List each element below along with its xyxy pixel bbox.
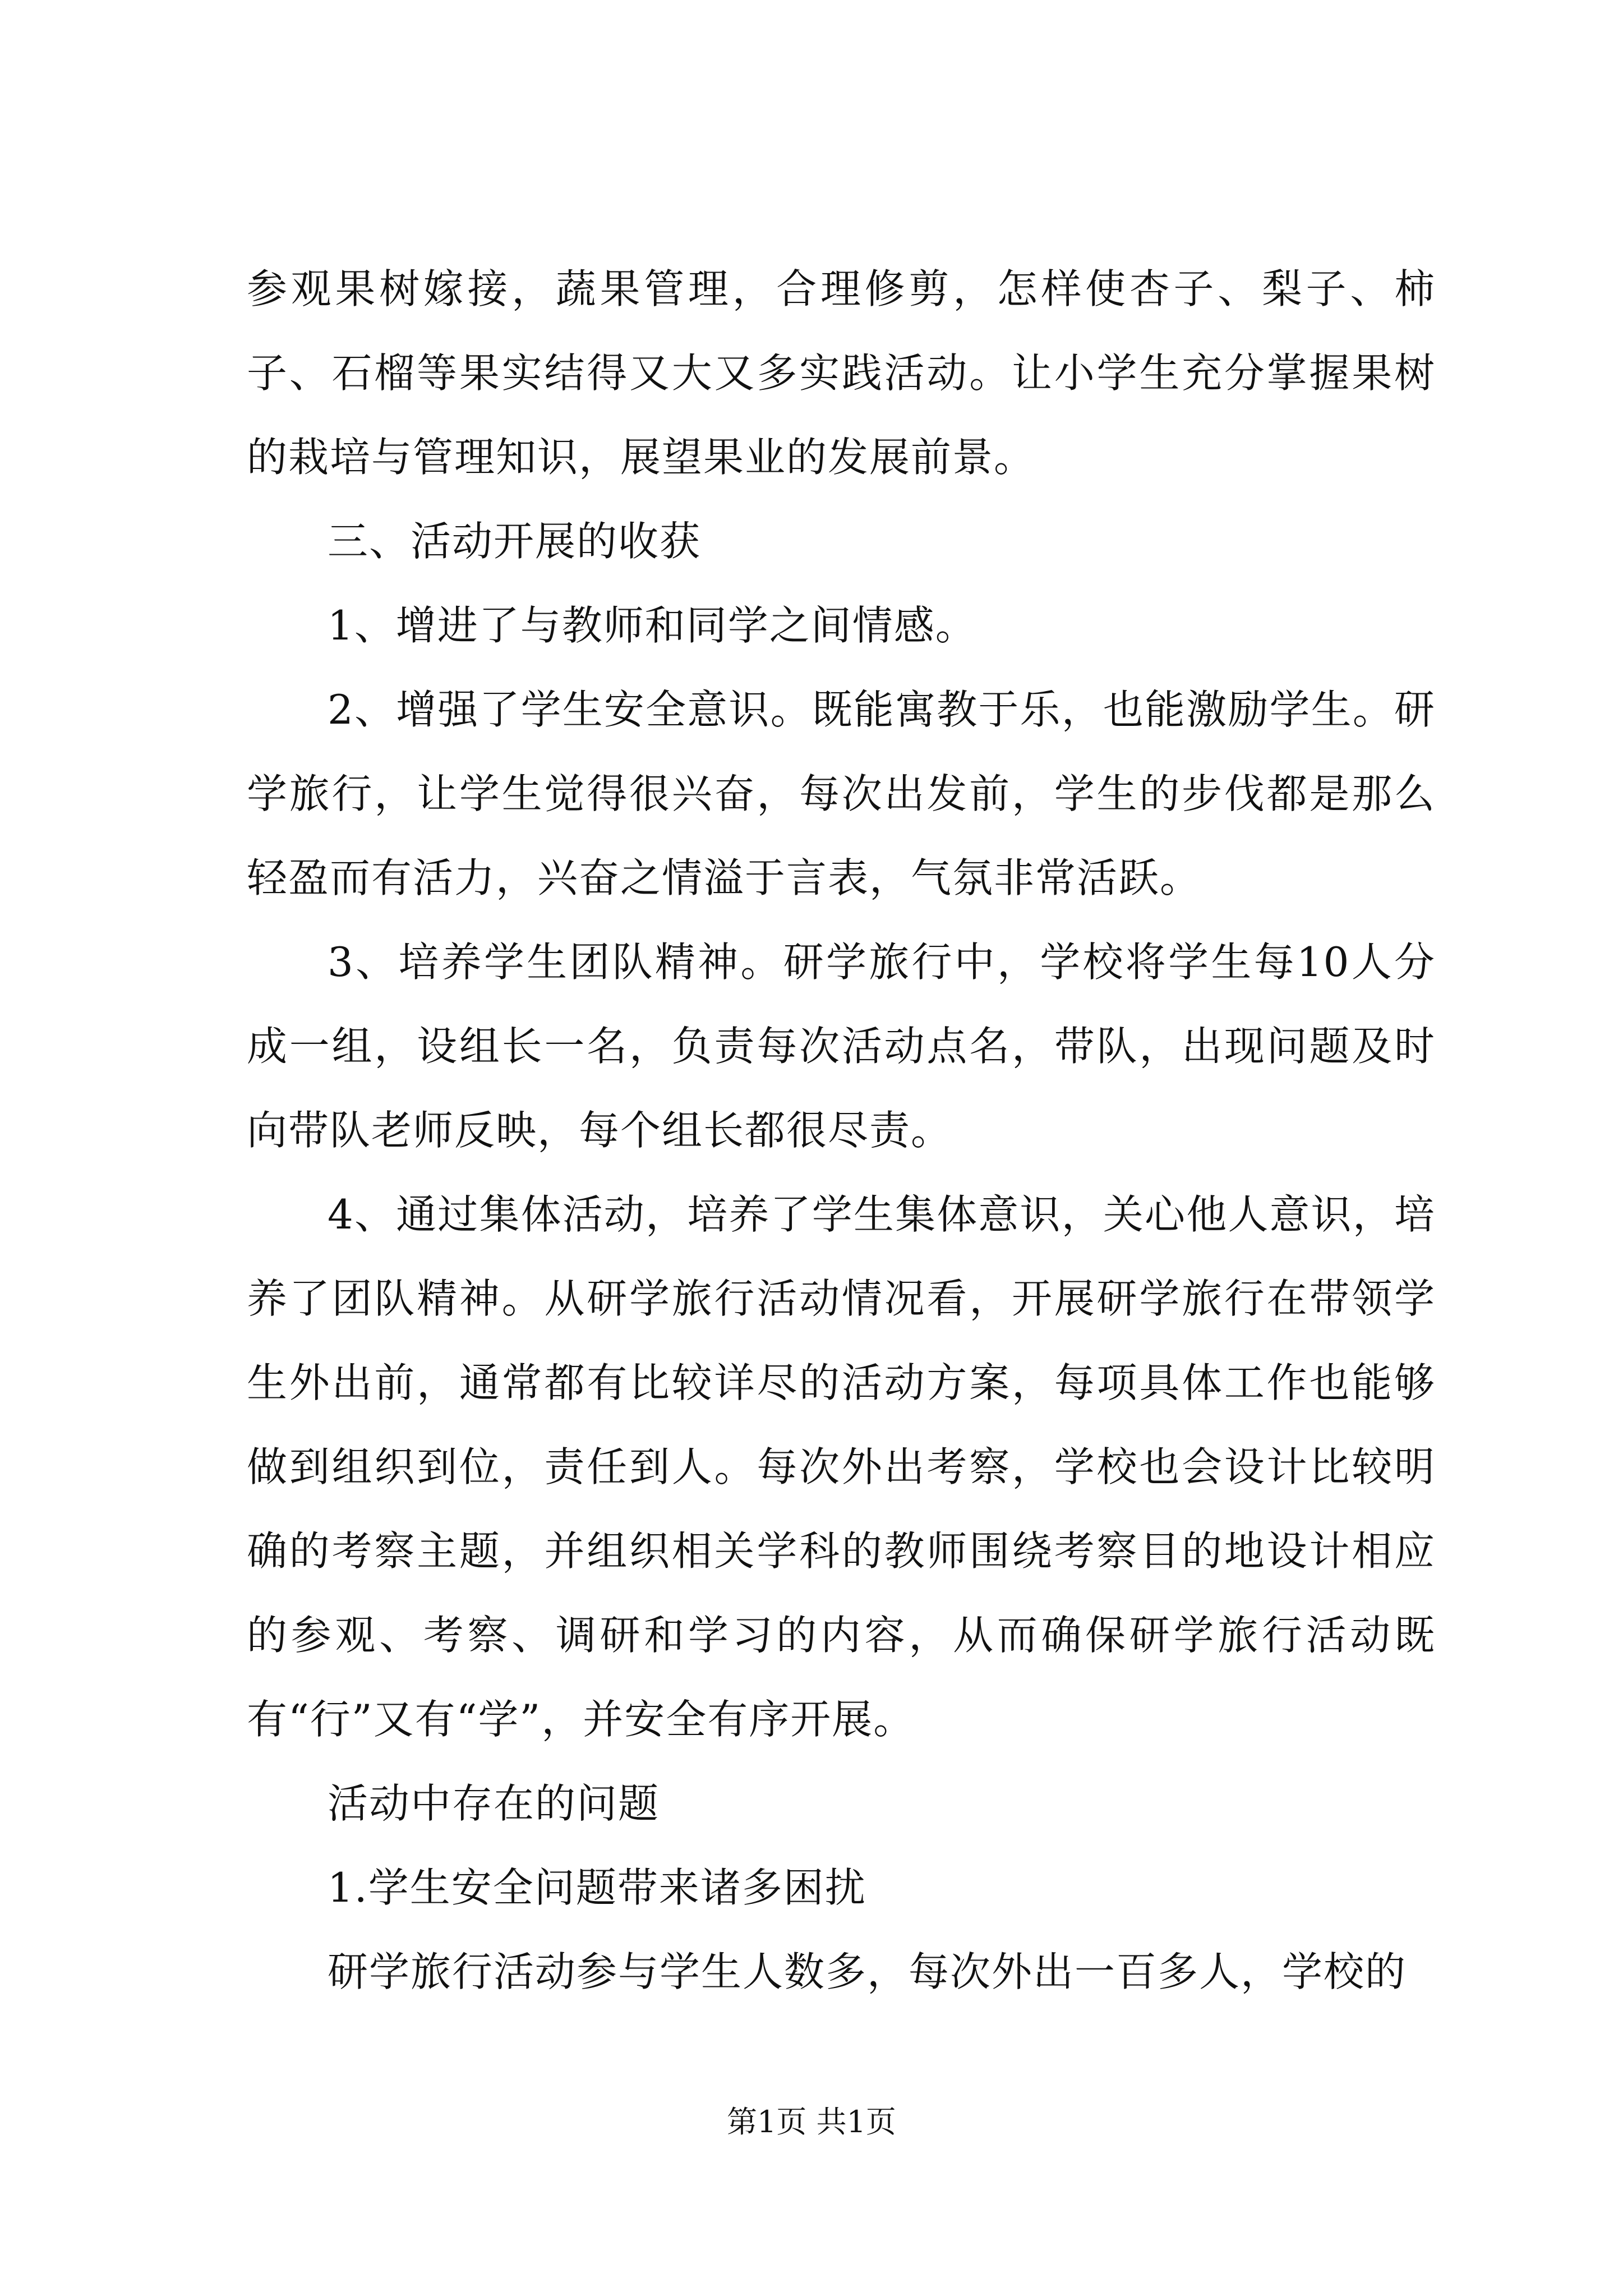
- subheading-safety: 1.学生安全问题带来诸多困扰: [328, 1864, 866, 1911]
- section-heading-harvest: 三、活动开展的收获: [328, 518, 702, 565]
- paragraph-item-2: 2、增强了学生安全意识。既能寓教于乐，也能激励学生。研学旅行，让学生觉得很兴奋，每次出发前，学生的步伐都是那么轻盈而有活力，兴奋之情溢于言表，气氛非常活跃。: [247, 686, 1436, 901]
- paragraph-item-1: 1、增进了与教师和同学之间情感。: [328, 602, 977, 649]
- paragraph-item-3: 3、培养学生团队精神。研学旅行中，学校将学生每10人分成一组，设组长一名，负责每次活动点名，带队，出现问题及时向带队老师反映，每个组长都很尽责。: [247, 938, 1436, 1154]
- paragraph-safety: 研学旅行活动参与学生人数多，每次外出一百多人，学校的: [328, 1948, 1407, 1995]
- document-body: [247, 247, 1436, 2014]
- page-number-label: 第1页 共1页: [727, 2104, 896, 2139]
- section-heading-problems: 活动中存在的问题: [328, 1780, 660, 1827]
- paragraph-item-4: 4、通过集体活动，培养了学生集体意识，关心他人意识，培养了团队精神。从研学旅行活动情况看，开展研学旅行在带领学生外出前，通常都有比较详尽的活动方案，每项具体工作也能够做到组织到位，责任到人。每次外出考察，学校也会设计比较明确的考察主题，并组织相关学科的教师围绕考察目的地设计相应的参观、考察、调研和学习的内容，从而确保研学旅行活动既有“行”又有“学”，并安全有序开展。: [247, 1191, 1436, 1743]
- page-footer: [0, 2098, 1623, 2141]
- paragraph-1: 参观果树嫁接，蔬果管理，合理修剪，怎样使杏子、梨子、柿子、石榴等果实结得又大又多实践活动。让小学生充分掌握果树的栽培与管理知识，展望果业的发展前景。: [247, 265, 1436, 481]
